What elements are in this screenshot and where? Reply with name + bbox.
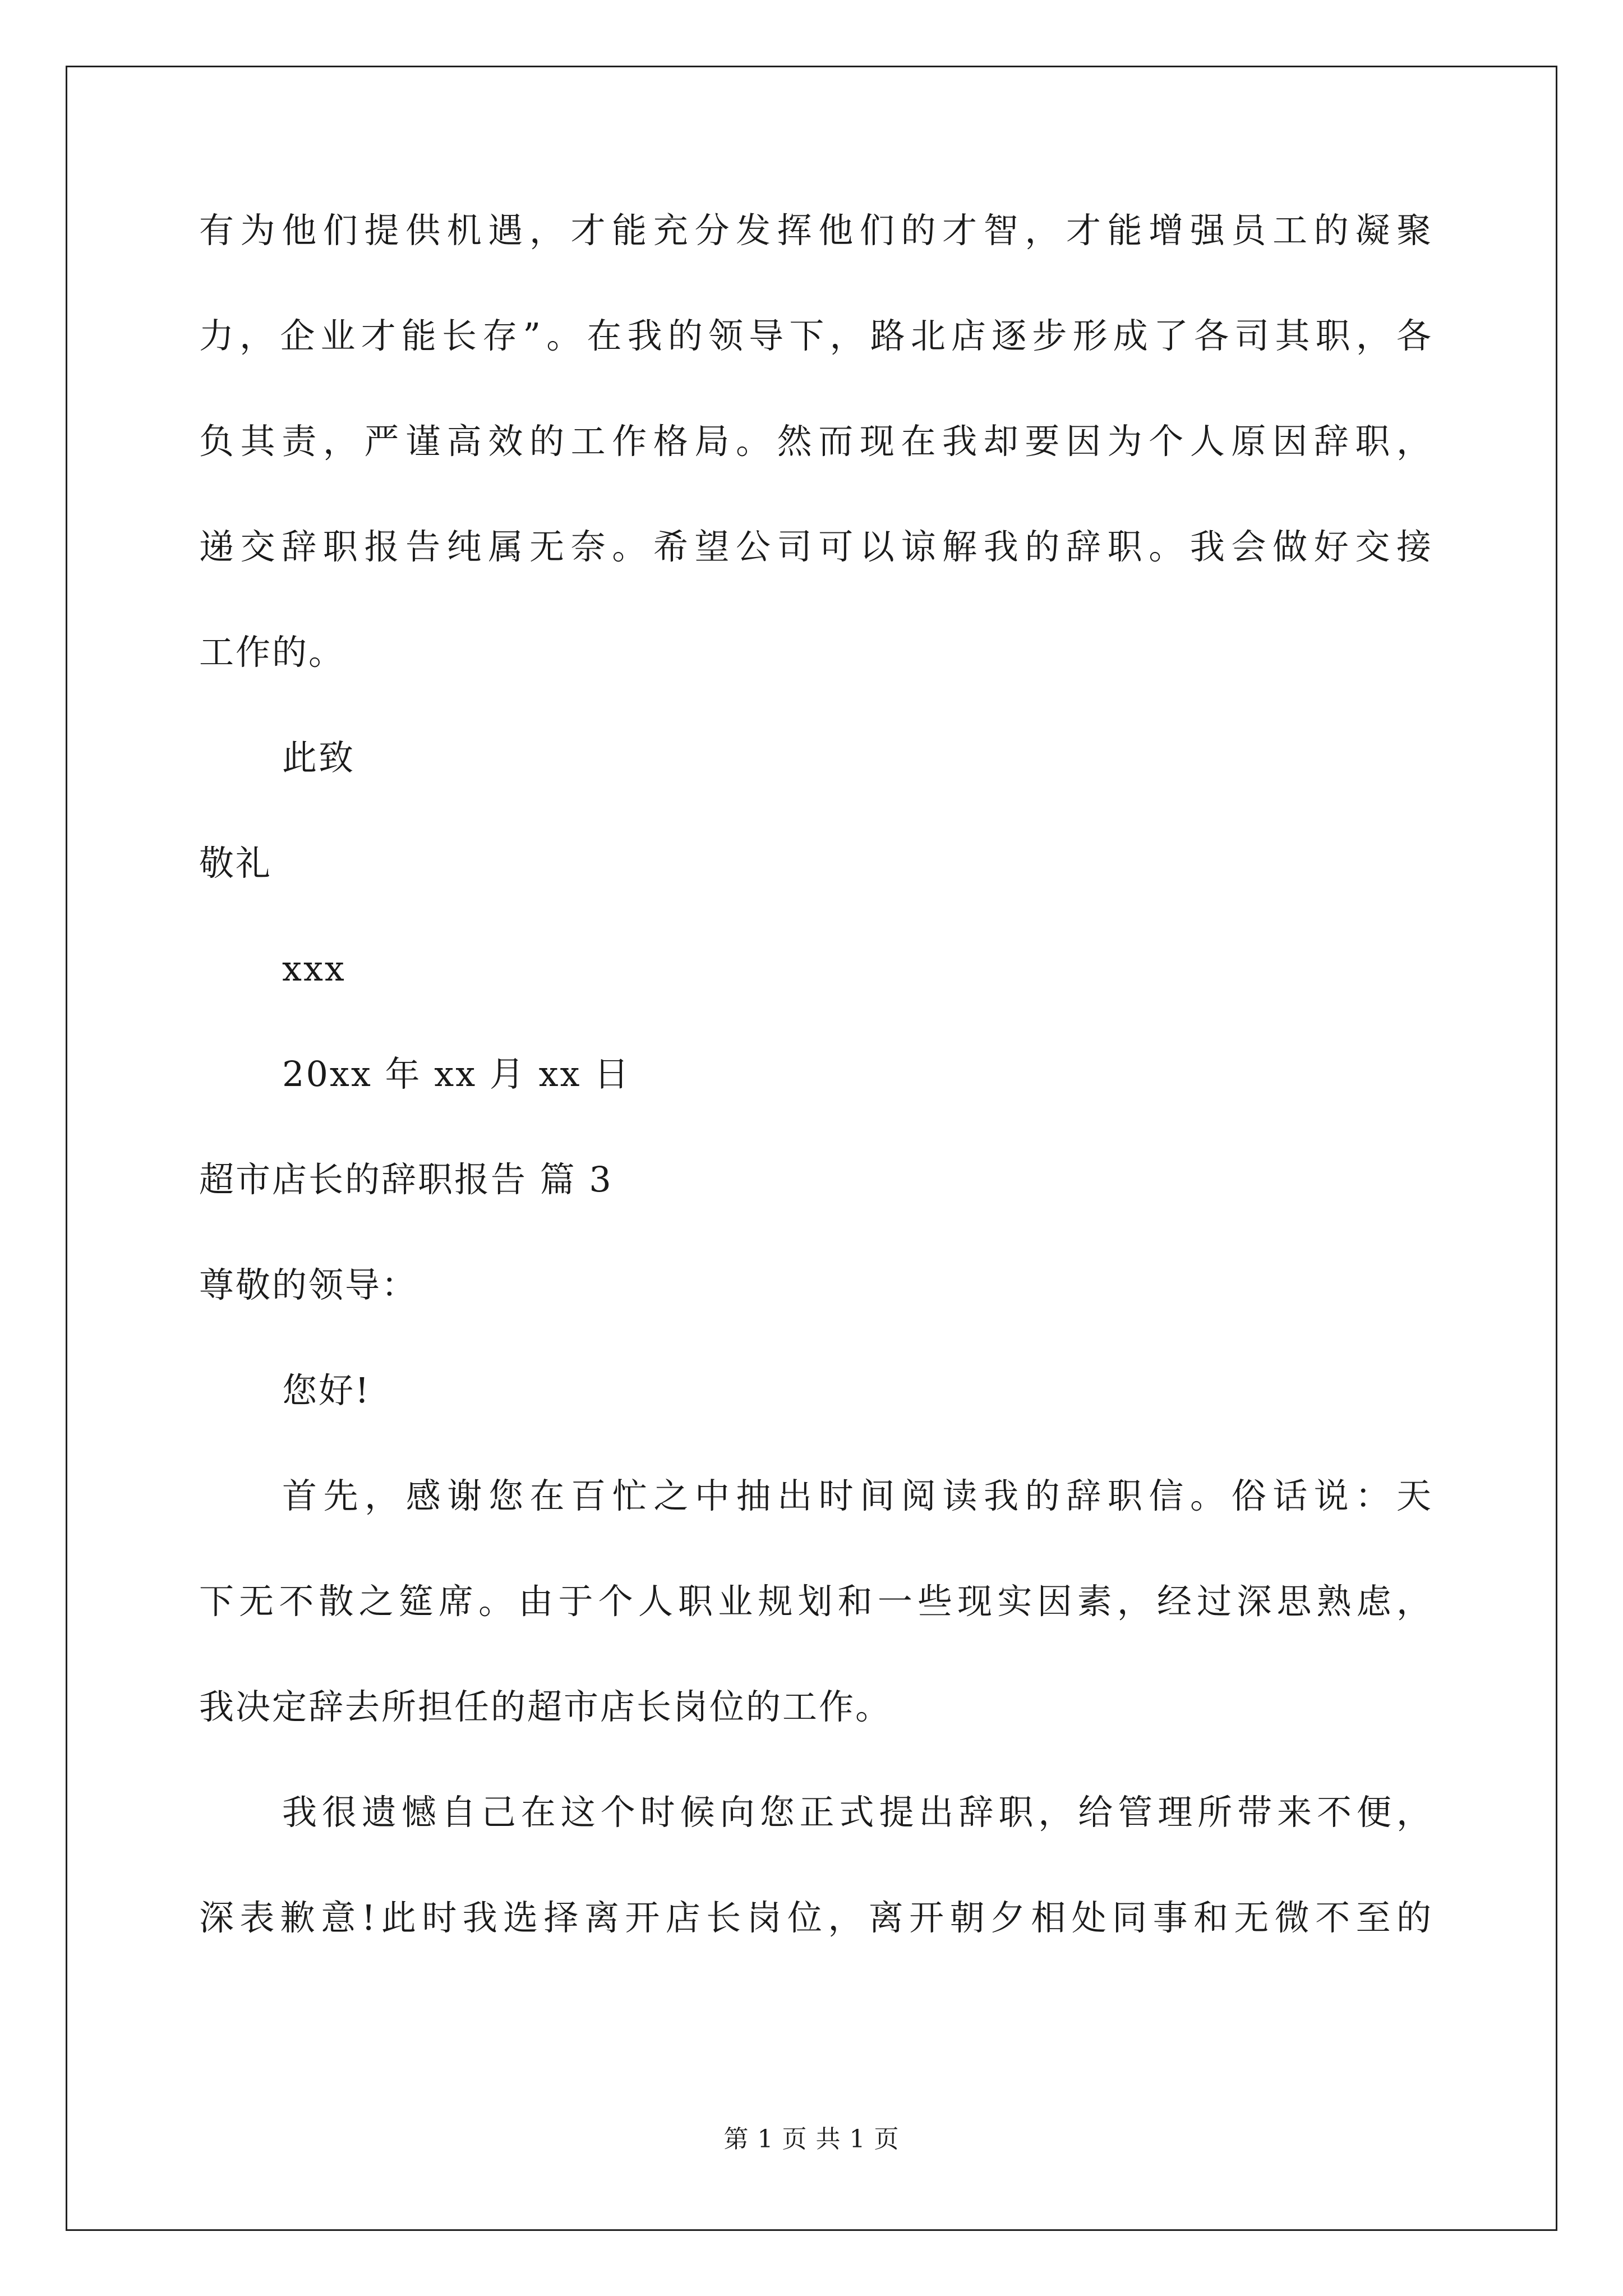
document-body: [199, 210, 1433, 2006]
paragraph-line: 下无不散之筵席。由于个人职业规划和一些现实因素，经过深思熟虑，: [199, 1581, 1433, 1622]
paragraph-line: 我很遗憾自己在这个时候向您正式提出辞职，给管理所带来不便，: [282, 1792, 1433, 1833]
paragraph-line: 工作的。: [199, 632, 345, 673]
date-line: 20xx 年 xx 月 xx 日: [282, 1053, 631, 1094]
paragraph-line: 深表歉意!此时我选择离开店长岗位，离开朝夕相处同事和无微不至的: [199, 1897, 1433, 1938]
greeting-line: 您好!: [282, 1370, 371, 1411]
paragraph-line: 力，企业才能长存”。在我的领导下，路北店逐步形成了各司其职，各: [199, 315, 1433, 356]
paragraph-line: 首先，感谢您在百忙之中抽出时间阅读我的辞职信。俗话说：天: [282, 1475, 1433, 1516]
paragraph-line: 负其责，严谨高效的工作格局。然而现在我却要因为个人原因辞职，: [199, 421, 1433, 462]
paragraph-line: 我决定辞去所担任的超市店长岗位的工作。: [199, 1686, 892, 1727]
section-heading: 超市店长的辞职报告 篇 3: [199, 1159, 613, 1200]
greeting-line: 尊敬的领导：: [199, 1264, 418, 1305]
paragraph-line: 递交辞职报告纯属无奈。希望公司可以谅解我的辞职。我会做好交接: [199, 526, 1433, 567]
paragraph-line: 有为他们提供机遇，才能充分发挥他们的才智，才能增强员工的凝聚: [199, 210, 1433, 251]
closing-line: 此致: [282, 737, 356, 778]
signature-line: xxx: [282, 948, 346, 989]
salutation-line: 敬礼: [199, 843, 273, 884]
page-footer: 第 1 页 共 1 页: [723, 2125, 900, 2154]
